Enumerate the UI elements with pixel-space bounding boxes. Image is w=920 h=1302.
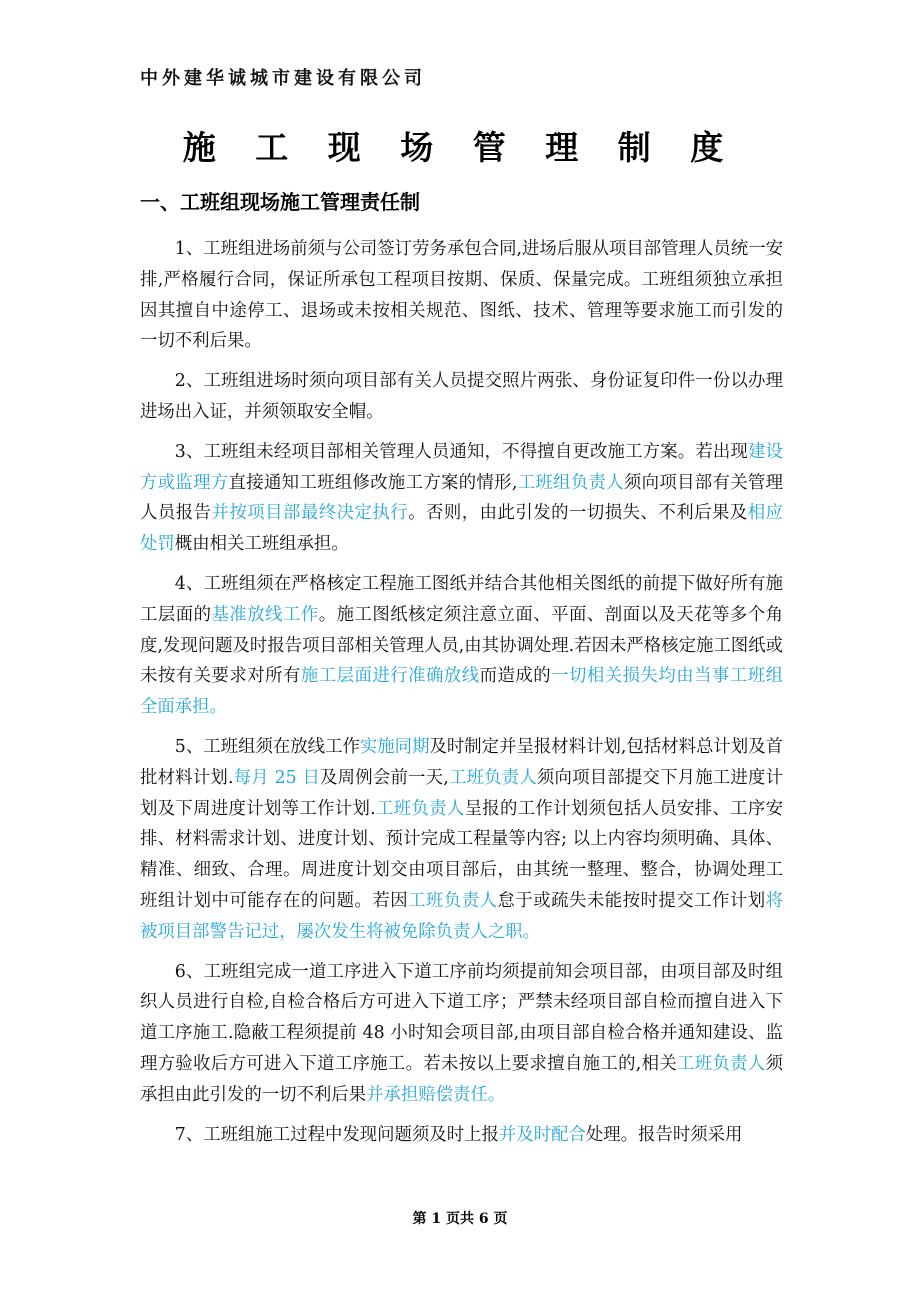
highlighted-text: 建设方或监理方	[140, 441, 783, 493]
paragraph-text: 须向项目部提交下月施工进度计划及下周进度计划等工作计划.	[140, 767, 784, 819]
paragraph-1	[140, 234, 783, 357]
paragraph-text: 1、工班组进场前须与公司签订劳务承包合同,进场后服从项目部管理人员统一安排,严格履行合同，保证所承包工程项目按期、保质、保量完成。工班组须独立承担因其擅自中途停工、退场或未按相关规范、图纸、技术、管理等要求施工而引发的一切不利后果。	[140, 239, 783, 352]
highlighted-text: 并按项目部最终决定执行	[211, 503, 409, 524]
paragraph-text: 概由相关工班组承担。	[174, 534, 349, 555]
highlighted-text: 工班负责人	[448, 767, 537, 788]
highlighted-text: 工班负责人	[677, 1053, 766, 1074]
paragraph-text: 须向项目部有关管理人员报告	[140, 472, 783, 524]
highlighted-text: 相应处罚	[140, 503, 783, 555]
paragraph-5	[140, 732, 783, 948]
page-number: 第 1 页共 6 页	[412, 1211, 508, 1227]
paragraph-text: 直接通知工班组修改施工方案的情形,	[228, 472, 518, 493]
highlighted-text: 工班负责人	[375, 798, 465, 819]
highlighted-text: 并及时配合	[498, 1124, 586, 1145]
paragraph-4	[140, 569, 783, 723]
paragraph-text: 4、工班组须在严格核定工程施工图纸并结合其他相关图纸的前提下做好所有施工层面的	[140, 573, 783, 625]
paragraph-3	[140, 437, 783, 560]
paragraph-text: 处理。报告时须采用	[585, 1124, 743, 1145]
paragraph-text: 3、工班组未经项目部相关管理人员通知，不得擅自更改施工方案。若出现	[174, 441, 749, 462]
document-title: 施 工 现 场 管 理 制 度	[182, 128, 738, 167]
highlighted-text: 一切相关损失均由当事工班组全面承担。	[140, 666, 783, 718]
highlighted-text: 基准放线工作	[211, 604, 319, 625]
paragraph-text: 6、工班组完成一道工序进入下道工序前均须提前知会项目部，由项目部及时组织人员进行自检,自检合格后方可进入下道工序；严禁未经项目部自检而擅自进入下道工序施工.隐蔽工程须提前 48 小时知会项目部,由项目部自检合格并通知建设、监理方验收后方可进入下道工序施工。若未按以上要求擅自施工的,相关	[140, 961, 783, 1074]
company-name: 中外建华诚城市建设有限公司	[140, 68, 426, 89]
document-body	[140, 234, 783, 1159]
paragraph-7	[140, 1120, 783, 1151]
paragraph-2	[140, 366, 783, 428]
highlighted-text: 工班负责人	[408, 890, 498, 911]
highlighted-text: 每月 25 日	[233, 767, 321, 788]
paragraph-text: 。施工图纸核定须注意立面、平面、剖面以及天花等多个角度,发现问题及时报告项目部相关管理人员,由其协调处理.若因未严格核定施工图纸或未按有关要求对所有	[140, 604, 783, 687]
highlighted-text: 并承担赔偿责任。	[366, 1084, 506, 1105]
paragraph-6	[140, 957, 783, 1111]
paragraph-text: 及周例会前一天,	[320, 767, 449, 788]
highlighted-text: 实施同期	[359, 736, 430, 757]
highlighted-text: 工班组负责人	[517, 472, 624, 493]
paragraph-text: 及时制定并呈报材料计划,包括材料总计划及首批材料计划.	[140, 736, 783, 788]
section-heading: 一、工班组现场施工管理责任制	[140, 190, 420, 214]
paragraph-text: 而造成的	[479, 666, 552, 687]
paragraph-text: 呈报的工作计划须包括人员安排、工序安排、材料需求计划、进度计划、预计完成工程量等内容; 以上内容均须明确、具体、精准、细致、合理。周进度计划交由项目部后，由其统一整理、整合，协调处理工班组计划中可能存在的问题。若因	[140, 798, 783, 911]
highlighted-text: 将被项目部警告记过，屡次发生将被免除负责人之职。	[140, 890, 783, 942]
paragraph-text: 7、工班组施工过程中发现问题须及时上报	[174, 1124, 499, 1145]
paragraph-text: 2、工班组进场时须向项目部有关人员提交照片两张、身份证复印件一份以办理进场出入证，并须领取安全帽。	[140, 371, 783, 422]
highlighted-text: 施工层面进行准确放线	[300, 666, 480, 687]
paragraph-text: 怠于或疏失未能按时提交工作计划	[497, 890, 766, 911]
paragraph-text: 5、工班组须在放线工作	[174, 736, 360, 757]
paragraph-text: 。否则，由此引发的一切损失、不利后果及	[408, 503, 748, 524]
paragraph-text: 须承担由此引发的一切不利后果	[140, 1053, 783, 1105]
